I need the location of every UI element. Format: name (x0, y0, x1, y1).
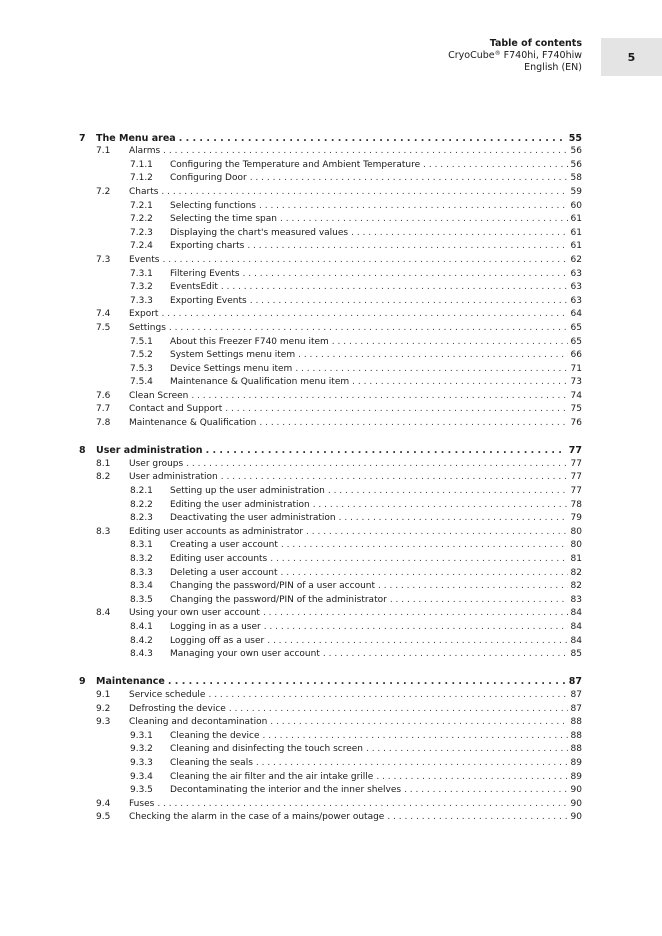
toc-entry[interactable] (79, 294, 582, 308)
toc-entry[interactable] (79, 131, 582, 145)
toc-leader-dots (390, 595, 568, 606)
toc-entry-number: 8.3 (96, 526, 111, 537)
toc-entry-number: 8.3.2 (130, 554, 153, 564)
toc-leader-dots (404, 785, 568, 796)
toc-entry[interactable] (79, 226, 582, 240)
toc-entry-number: 9.3.2 (130, 744, 153, 755)
toc-entry-number: 7.5.3 (130, 363, 153, 374)
toc-entry-page: 77 (570, 472, 582, 483)
page-header (448, 38, 582, 74)
toc-entry-page: 58 (570, 173, 582, 184)
toc-entry-page: 77 (570, 458, 582, 469)
toc-entry[interactable] (79, 675, 582, 689)
toc-leader-dots (280, 214, 568, 225)
toc-leader-dots (378, 581, 568, 592)
toc-entry-title: Charts (129, 186, 159, 197)
toc-leader-dots (168, 676, 566, 687)
toc-leader-dots (328, 486, 568, 497)
toc-entry[interactable] (79, 267, 582, 281)
toc-entry-title: Clean Screen (129, 390, 189, 401)
toc-entry[interactable] (79, 743, 582, 757)
toc-entry[interactable] (79, 185, 582, 199)
toc-entry[interactable] (79, 403, 582, 417)
toc-entry[interactable] (79, 702, 582, 716)
toc-entry-page: 66 (570, 350, 582, 361)
toc-entry-title: Checking the alarm in the case of a mains/power outage (129, 812, 385, 823)
toc-entry-page: 64 (570, 309, 582, 320)
toc-entry-number: 7.2 (96, 186, 111, 197)
toc-entry-number: 7.2.2 (130, 214, 153, 225)
toc-leader-dots (229, 704, 568, 715)
toc-entry-number: 7.2.1 (130, 200, 153, 211)
toc-leader-dots (281, 568, 568, 579)
toc-entry-page: 85 (570, 649, 582, 660)
toc-entry[interactable] (79, 199, 582, 213)
toc-entry-title: Logging off as a user (170, 635, 265, 646)
toc-leader-dots (267, 636, 567, 647)
toc-entry-page: 88 (570, 730, 582, 741)
toc-entry-title: The Menu area (96, 132, 176, 144)
toc-entry-page: 61 (570, 214, 582, 225)
toc-leader-dots (313, 500, 568, 511)
toc-entry-title: User administration (96, 445, 203, 457)
toc-leader-dots (225, 404, 567, 415)
toc-entry[interactable] (79, 756, 582, 770)
toc-entry-page: 89 (570, 757, 582, 768)
toc-entry-title: Using your own user account (129, 608, 260, 619)
toc-leader-dots (157, 799, 567, 810)
toc-entry[interactable] (79, 471, 582, 485)
toc-entry-number: 8.4 (96, 608, 111, 619)
toc-entry-page: 74 (570, 390, 582, 401)
toc-entry-page: 65 (570, 336, 582, 347)
toc-entry[interactable] (79, 389, 582, 403)
toc-entry-number: 8.1 (96, 458, 111, 469)
toc-leader-dots (186, 459, 567, 470)
toc-entry-number: 7.3 (96, 254, 111, 265)
toc-entry-title: Exporting charts (170, 241, 245, 252)
toc-leader-dots (264, 622, 568, 633)
toc-entry-title: Exporting Events (170, 295, 247, 306)
toc-leader-dots (163, 146, 567, 157)
toc-entry-number: 9.3.5 (130, 785, 153, 796)
toc-entry[interactable] (79, 145, 582, 159)
toc-entry[interactable] (79, 716, 582, 730)
toc-entry[interactable] (79, 648, 582, 662)
toc-entry-number: 8.4.3 (130, 649, 153, 660)
toc-leader-dots (191, 391, 567, 402)
toc-leader-dots (263, 608, 568, 619)
toc-leader-dots (270, 554, 567, 565)
toc-leader-dots (247, 241, 567, 252)
toc-entry-page: 61 (570, 241, 582, 252)
toc-entry-title: Setting up the user administration (170, 486, 325, 497)
toc-entry-number: 9.3.3 (130, 757, 153, 768)
toc-entry-number: 9.2 (96, 703, 111, 714)
toc-leader-dots (387, 812, 567, 823)
toc-leader-dots (161, 187, 567, 198)
toc-entry-title: Filtering Events (170, 268, 240, 279)
toc-entry-title: Cleaning and disinfecting the touch screen (170, 744, 363, 755)
toc-leader-dots (208, 690, 567, 701)
toc-entry-number: 9.3.1 (130, 730, 153, 741)
toc-entry-title: Creating a user account (170, 540, 278, 551)
toc-entry-title: Configuring the Temperature and Ambient Temperature (170, 159, 421, 170)
toc-entry-title: Fuses (129, 798, 155, 809)
toc-entry-title: Cleaning and decontamination (129, 717, 268, 728)
toc-entry-title: Service schedule (129, 689, 206, 700)
toc-entry-title: Export (129, 309, 159, 320)
page-number: 5 (627, 50, 636, 64)
toc-entry-page: 63 (570, 295, 582, 306)
toc-entry-number: 9.4 (96, 798, 111, 809)
page-number-tab (601, 38, 662, 76)
toc-entry[interactable] (79, 158, 582, 172)
toc-entry[interactable] (79, 335, 582, 349)
toc-entry-page: 63 (570, 268, 582, 279)
toc-entry-number: 8.4.1 (130, 621, 153, 632)
toc-entry-page: 84 (570, 608, 582, 619)
toc-entry-number: 7.8 (96, 418, 111, 429)
toc-entry-number: 8.3.4 (130, 581, 153, 592)
toc-entry-title: Managing your own user account (170, 649, 320, 660)
toc-leader-dots (259, 201, 568, 212)
toc-entry-number: 9.3 (96, 717, 111, 728)
toc-entry[interactable] (79, 539, 582, 553)
toc-entry-number: 7.2.4 (130, 241, 153, 252)
toc-entry[interactable] (79, 552, 582, 566)
toc-entry-page: 60 (570, 200, 582, 211)
toc-entry-page: 88 (570, 744, 582, 755)
toc-entry-title: Editing the user administration (170, 499, 310, 510)
toc-entry-page: 90 (570, 798, 582, 809)
toc-entry-title: User administration (129, 472, 218, 483)
toc-entry-page: 83 (570, 594, 582, 605)
toc-entry-page: 78 (570, 499, 582, 510)
toc-entry-title: Cleaning the seals (170, 757, 253, 768)
toc-entry-number: 8.3.3 (130, 567, 153, 578)
toc-leader-dots (250, 296, 568, 307)
toc-leader-dots (161, 309, 567, 320)
toc-entry-title: Selecting the time span (170, 214, 277, 225)
toc-entry[interactable] (79, 580, 582, 594)
toc-entry-title: Editing user accounts (170, 554, 268, 564)
toc-entry-number: 8.3.5 (130, 594, 153, 605)
toc-entry-title: System Settings menu item (170, 350, 296, 361)
toc-entry-page: 76 (570, 418, 582, 429)
toc-entry[interactable] (79, 213, 582, 227)
toc-entry-page: 87 (570, 689, 582, 700)
toc-entry-title: Maintenance & Qualification menu item (170, 377, 350, 388)
toc-entry-page: 59 (570, 186, 582, 197)
toc-entry-page: 84 (570, 621, 582, 632)
toc-entry-number: 8.3.1 (130, 540, 153, 551)
toc-entry[interactable] (79, 797, 582, 811)
registered-mark: ® (494, 50, 501, 57)
product-models: F740hi, F740hiw (500, 50, 582, 61)
toc-leader-dots (270, 717, 567, 728)
toc-entry[interactable] (79, 240, 582, 254)
toc-entry-number: 9.3.4 (130, 771, 153, 782)
toc-entry-page: 82 (570, 567, 582, 578)
toc-entry[interactable] (79, 172, 582, 186)
toc-entry-number: 8 (79, 445, 86, 457)
toc-entry-title: Cleaning the device (170, 730, 260, 741)
toc-entry-title: EventsEdit (170, 282, 218, 293)
toc-leader-dots (295, 364, 567, 375)
toc-entry-number: 9.5 (96, 812, 111, 823)
toc-entry-title: Device Settings menu item (170, 363, 293, 374)
toc-entry[interactable] (79, 688, 582, 702)
toc-entry-title: About this Freezer F740 menu item (170, 336, 329, 347)
toc-leader-dots (339, 513, 568, 524)
toc-leader-dots (179, 133, 566, 144)
toc-entry-title: Settings (129, 322, 166, 333)
toc-entry[interactable] (79, 253, 582, 267)
toc-entry-number: 8.2 (96, 472, 111, 483)
table-of-contents (79, 131, 582, 824)
toc-leader-dots (423, 160, 567, 171)
toc-entry[interactable] (79, 784, 582, 798)
toc-entry-title: User groups (129, 458, 184, 469)
toc-entry-title: Events (129, 254, 160, 265)
toc-entry-page: 55 (568, 132, 582, 144)
toc-entry[interactable] (79, 362, 582, 376)
toc-entry[interactable] (79, 376, 582, 390)
toc-leader-dots (366, 744, 568, 755)
toc-entry[interactable] (79, 811, 582, 825)
toc-entry-title: Contact and Support (129, 404, 223, 415)
toc-entry-page: 79 (570, 513, 582, 524)
toc-entry-page: 88 (570, 717, 582, 728)
toc-entry[interactable] (79, 308, 582, 322)
toc-entry-number: 7.3.3 (130, 295, 153, 306)
toc-leader-dots (263, 731, 568, 742)
toc-entry[interactable] (79, 729, 582, 743)
toc-entry-number: 7.5.4 (130, 377, 153, 388)
toc-entry-page: 75 (570, 404, 582, 415)
toc-entry[interactable] (79, 321, 582, 335)
toc-entry[interactable] (79, 512, 582, 526)
toc-entry-page: 87 (568, 676, 582, 688)
toc-entry-title: Decontaminating the interior and the inner shelves (170, 785, 402, 796)
toc-entry-title: Deleting a user account (170, 567, 278, 578)
toc-entry-title: Configuring Door (170, 173, 247, 184)
toc-entry-title: Displaying the chart's measured values (170, 227, 349, 238)
header-title: Table of contents (489, 38, 582, 49)
toc-leader-dots (306, 527, 568, 538)
toc-entry-number: 7.5.2 (130, 350, 153, 361)
product-name: CryoCube (448, 50, 495, 61)
toc-entry-page: 61 (570, 227, 582, 238)
toc-leader-dots (281, 540, 568, 551)
toc-entry-number: 7.7 (96, 404, 111, 415)
toc-entry-title: Editing user accounts as administrator (129, 526, 304, 537)
toc-leader-dots (352, 377, 567, 388)
toc-entry-page: 65 (570, 322, 582, 333)
toc-leader-dots (298, 350, 567, 361)
toc-leader-dots (259, 418, 567, 429)
toc-entry-page: 90 (570, 785, 582, 796)
toc-entry-title: Maintenance (96, 676, 165, 688)
toc-entry-page: 77 (568, 445, 582, 457)
toc-leader-dots (221, 472, 568, 483)
toc-entry-page: 80 (570, 526, 582, 537)
toc-entry-number: 7.1.2 (130, 173, 153, 184)
toc-entry-title: Changing the password/PIN of a user account (170, 581, 376, 592)
toc-entry-page: 89 (570, 771, 582, 782)
toc-entry-page: 73 (570, 377, 582, 388)
toc-entry-title: Logging in as a user (170, 621, 261, 632)
header-product (448, 50, 582, 62)
toc-entry-number: 7.4 (96, 309, 111, 320)
toc-entry-number: 8.2.3 (130, 513, 153, 524)
toc-entry-page: 62 (570, 254, 582, 265)
toc-entry-number: 8.2.2 (130, 499, 153, 510)
toc-leader-dots (323, 649, 568, 660)
toc-entry[interactable] (79, 281, 582, 295)
toc-entry-title: Defrosting the device (129, 703, 226, 714)
toc-entry[interactable] (79, 593, 582, 607)
toc-leader-dots (332, 337, 568, 348)
toc-entry-title: Alarms (129, 146, 161, 157)
toc-leader-dots (376, 772, 567, 783)
toc-entry[interactable] (79, 457, 582, 471)
toc-entry-page: 63 (570, 282, 582, 293)
toc-leader-dots (243, 269, 568, 280)
toc-entry-page: 80 (570, 540, 582, 551)
toc-leader-dots (250, 173, 568, 184)
toc-entry[interactable] (79, 620, 582, 634)
toc-entry[interactable] (79, 634, 582, 648)
toc-entry-number: 7.1 (96, 146, 111, 157)
toc-entry-number: 7.5 (96, 322, 111, 333)
toc-entry[interactable] (79, 416, 582, 430)
toc-entry-page: 71 (570, 363, 582, 374)
toc-entry-number: 9 (79, 676, 86, 688)
toc-entry[interactable] (79, 525, 582, 539)
toc-entry-number: 7.3.2 (130, 282, 153, 293)
toc-entry-page: 77 (570, 486, 582, 497)
toc-entry-page: 87 (570, 703, 582, 714)
toc-entry-number: 7.6 (96, 390, 111, 401)
toc-entry-title: Changing the password/PIN of the administrator (170, 594, 387, 605)
toc-entry[interactable] (79, 444, 582, 458)
toc-entry[interactable] (79, 349, 582, 363)
toc-entry-number: 8.2.1 (130, 486, 153, 497)
toc-entry[interactable] (79, 607, 582, 621)
toc-entry-title: Maintenance & Qualification (129, 418, 257, 429)
toc-leader-dots (162, 255, 567, 266)
toc-leader-dots (206, 445, 566, 456)
toc-entry-page: 82 (570, 581, 582, 592)
toc-entry-number: 7.2.3 (130, 227, 153, 238)
toc-leader-dots (169, 323, 568, 334)
header-language: English (EN) (524, 62, 582, 73)
toc-leader-dots (256, 758, 568, 769)
toc-entry-number: 7 (79, 132, 86, 144)
toc-entry-number: 9.1 (96, 689, 111, 700)
toc-entry-number: 8.4.2 (130, 635, 153, 646)
toc-entry-number: 7.3.1 (130, 268, 153, 279)
toc-entry-page: 56 (570, 146, 582, 157)
toc-entry-page: 81 (570, 554, 582, 564)
toc-entry-title: Deactivating the user administration (170, 513, 336, 524)
toc-entry[interactable] (79, 770, 582, 784)
toc-entry-page: 90 (570, 812, 582, 823)
toc-entry[interactable] (79, 498, 582, 512)
toc-entry-title: Cleaning the air filter and the air intake grille (170, 771, 374, 782)
toc-entry-page: 84 (570, 635, 582, 646)
toc-leader-dots (221, 282, 568, 293)
toc-entry-title: Selecting functions (170, 200, 256, 211)
toc-entry-number: 7.5.1 (130, 336, 153, 347)
toc-entry-page: 56 (570, 159, 582, 170)
toc-entry-number: 7.1.1 (130, 159, 153, 170)
toc-leader-dots (351, 228, 567, 239)
toc-entry[interactable] (79, 566, 582, 580)
toc-entry[interactable] (79, 484, 582, 498)
